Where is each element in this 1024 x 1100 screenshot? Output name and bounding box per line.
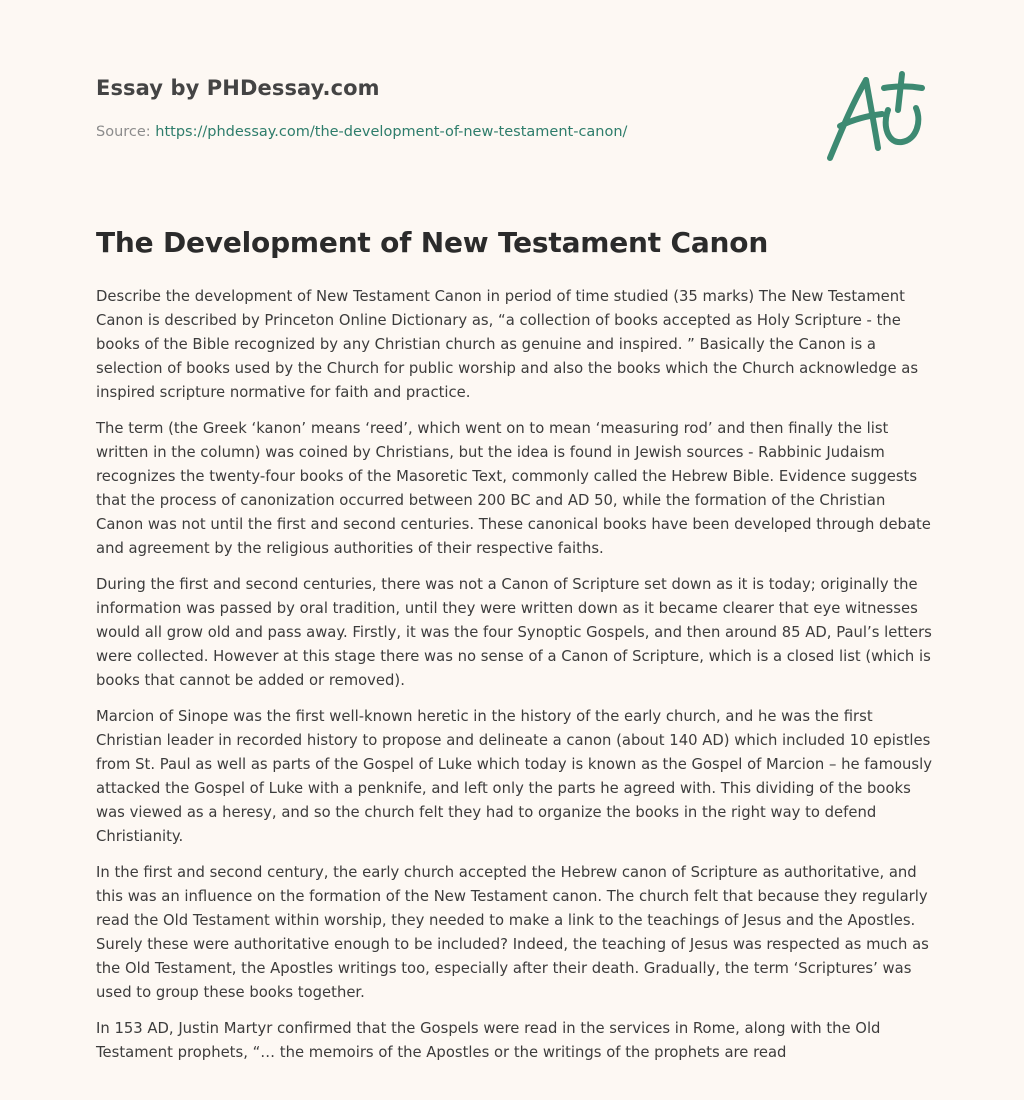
paragraph: During the first and second centuries, there was not a Canon of Scripture set down as it is today; originally the information was passed by oral tradition, until they were written down as it became clearer that eye witnesses would all grow old and pass away. Firstly, it was the four Synoptic Gospels, and then around 85 AD, Paul’s letters were collected. However at this stage there was no sense of a Canon of Scripture, which is a closed list (which is books that cannot be added or removed).	[96, 576, 932, 689]
a-plus-logo-icon	[818, 64, 930, 168]
source-line	[96, 124, 627, 140]
article-title: The Development of New Testament Canon	[96, 226, 769, 259]
paragraph: Marcion of Sinope was the first well-known heretic in the history of the early church, and he was the first Christian leader in recorded history to propose and delineate a canon (about 140 AD) which included 10 epistles from St. Paul as well as parts of the Gospel of Luke which today is known as the Gospel of Marcion – he famously attacked the Gospel of Luke with a penknife, and left only the parts he agreed with. This dividing of the books was viewed as a heresy, and so the church felt they had to organize the books in the right way to defend Christianity.	[96, 708, 932, 845]
article-body	[96, 285, 932, 1077]
paragraph: In 153 AD, Justin Martyr confirmed that the Gospels were read in the services in Rome, along with the Old Testament prophets, “… the memoirs of the Apostles or the writings of the prophets are read	[96, 1020, 881, 1061]
paragraph: In the first and second century, the early church accepted the Hebrew canon of Scripture as authoritative, and this was an influence on the formation of the New Testament canon. The church felt that because they regularly read the Old Testament within worship, they needed to make a link to the teachings of Jesus and the Apostles. Surely these were authoritative enough to be included? Indeed, the teaching of Jesus was respected as much as the Old Testament, the Apostles writings too, especially after their death. Gradually, the term ‘Scriptures’ was used to group these books together.	[96, 864, 929, 1001]
site-brand: Essay by PHDessay.com	[96, 76, 380, 100]
paragraph: Describe the development of New Testament Canon in period of time studied (35 marks) The New Testament Canon is described by Princeton Online Dictionary as, “a collection of books accepted as Holy Scripture - the books of the Bible recognized by any Christian church as genuine and inspired. ” Basically the Canon is a selection of books used by the Church for public worship and also the books which the Church acknowledge as inspired scripture normative for faith and practice.	[96, 288, 919, 401]
source-link[interactable]: https://phdessay.com/the-development-of-new-testament-canon/	[155, 124, 628, 140]
source-label: Source:	[96, 124, 156, 140]
paragraph: The term (the Greek ‘kanon’ means ‘reed’, which went on to mean ‘measuring rod’ and then finally the list written in the column) was coined by Christians, but the idea is found in Jewish sources - Rabbinic Judaism recognizes the twenty-four books of the Masoretic Text, commonly called the Hebrew Bible. Evidence suggests that the process of canonization occurred between 200 BC and AD 50, while the formation of the Christian Canon was not until the first and second centuries. These canonical books have been developed through debate and agreement by the religious authorities of their respective faiths.	[96, 420, 931, 557]
